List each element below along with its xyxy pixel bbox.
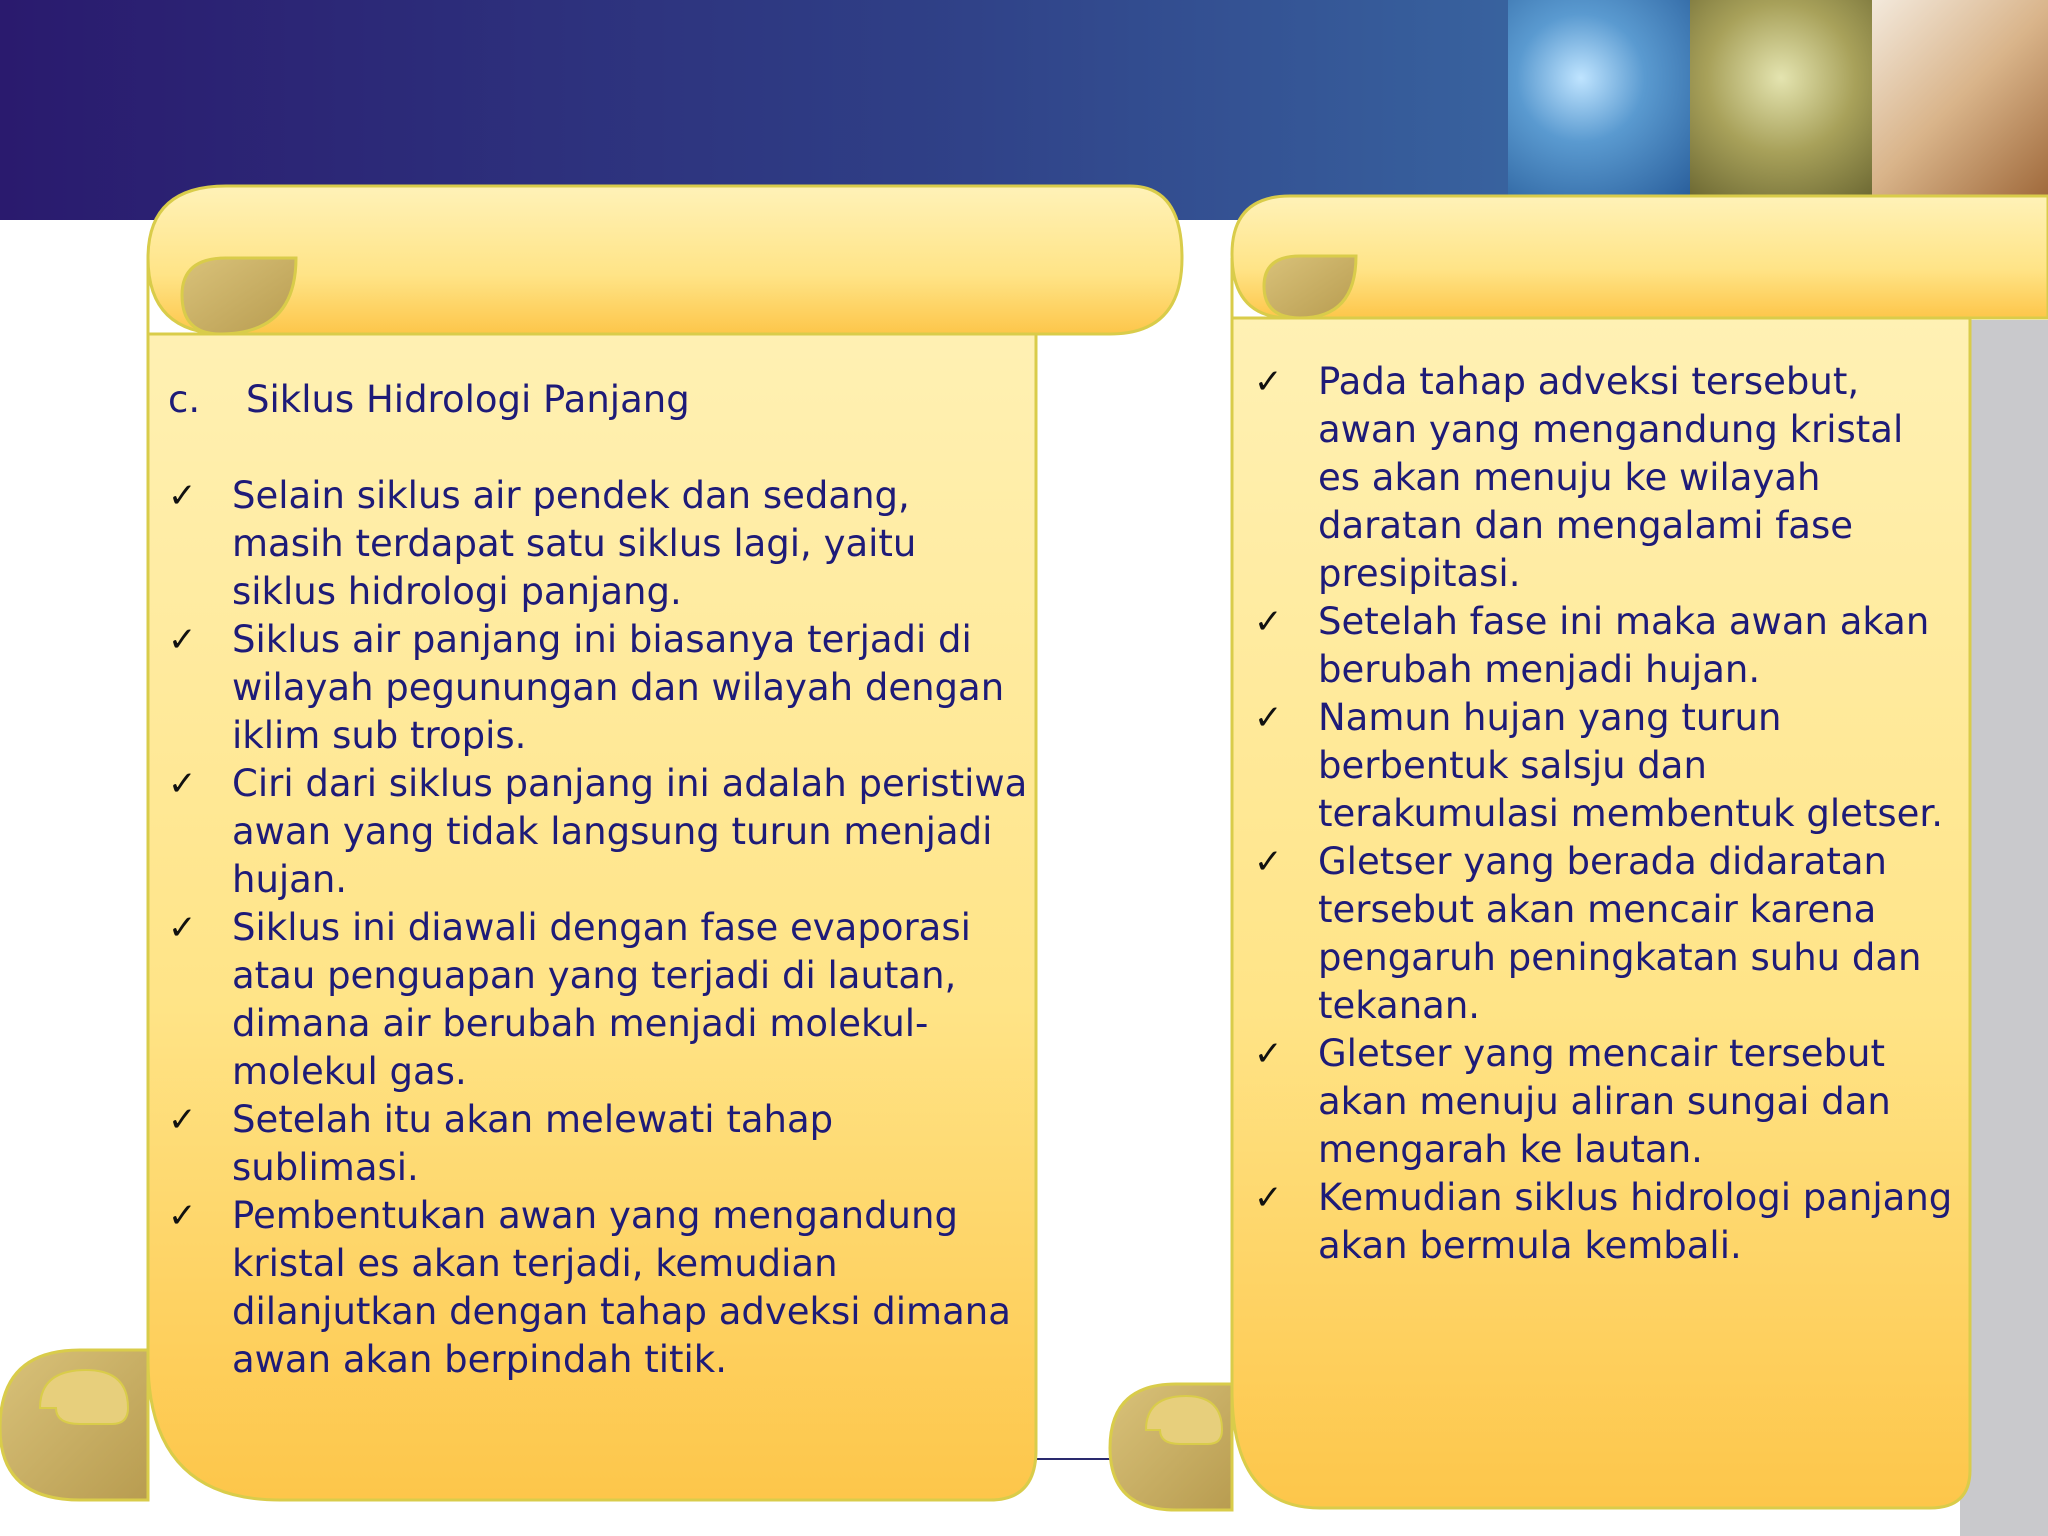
heading-title: Siklus Hidrologi Panjang — [246, 378, 690, 421]
left-checklist — [168, 472, 1028, 1384]
list-item-text: Selain siklus air pendek dan sedang, masih terdapat satu siklus lagi, yaitu siklus hidrologi panjang. — [232, 474, 917, 613]
check-icon: ✓ — [168, 620, 197, 660]
left-panel-text — [168, 376, 1028, 1384]
list-item — [168, 616, 1028, 760]
heading-letter: c. — [168, 378, 201, 421]
list-item — [1254, 1174, 1954, 1270]
list-item — [1254, 1030, 1954, 1174]
check-icon: ✓ — [1254, 602, 1283, 642]
section-heading — [168, 376, 1028, 424]
check-icon: ✓ — [168, 764, 197, 804]
check-icon: ✓ — [168, 1196, 197, 1236]
list-item-text: Setelah fase ini maka awan akan berubah menjadi hujan. — [1318, 600, 1930, 691]
list-item — [168, 1192, 1028, 1384]
list-item-text: Namun hujan yang turun berbentuk salsju dan terakumulasi membentuk gletser. — [1318, 696, 1944, 835]
right-panel-text — [1254, 358, 1954, 1270]
list-item-text: Kemudian siklus hidrologi panjang akan bermula kembali. — [1318, 1176, 1953, 1267]
check-icon: ✓ — [1254, 1034, 1283, 1074]
list-item — [1254, 598, 1954, 694]
check-icon: ✓ — [1254, 842, 1283, 882]
list-item-text: Siklus air panjang ini biasanya terjadi di wilayah pegunungan dan wilayah dengan iklim sub tropis. — [232, 618, 1005, 757]
list-item — [1254, 838, 1954, 1030]
list-item-text: Siklus ini diawali dengan fase evaporasi atau penguapan yang terjadi di lautan, dimana air berubah menjadi molekul-molekul gas. — [232, 906, 971, 1093]
list-item-text: Setelah itu akan melewati tahap sublimasi. — [232, 1098, 834, 1189]
list-item — [1254, 358, 1954, 598]
list-item — [168, 904, 1028, 1096]
list-item-text: Pada tahap adveksi tersebut, awan yang mengandung kristal es akan menuju ke wilayah daratan dan mengalami fase presipitasi. — [1318, 360, 1904, 595]
list-item — [168, 472, 1028, 616]
list-item — [1254, 694, 1954, 838]
check-icon: ✓ — [168, 476, 197, 516]
list-item — [168, 1096, 1028, 1192]
check-icon: ✓ — [1254, 698, 1283, 738]
check-icon: ✓ — [168, 1100, 197, 1140]
list-item-text: Gletser yang berada didaratan tersebut akan mencair karena pengaruh peningkatan suhu dan tekanan. — [1318, 840, 1922, 1027]
list-item-text: Gletser yang mencair tersebut akan menuju aliran sungai dan mengarah ke lautan. — [1318, 1032, 1891, 1171]
list-item-text: Ciri dari siklus panjang ini adalah peristiwa awan yang tidak langsung turun menjadi hujan. — [232, 762, 1028, 901]
list-item-text: Pembentukan awan yang mengandung kristal es akan terjadi, kemudian dilanjutkan dengan tahap adveksi dimana awan akan berpindah titik. — [232, 1194, 1011, 1381]
check-icon: ✓ — [1254, 362, 1283, 402]
right-checklist — [1254, 358, 1954, 1270]
check-icon: ✓ — [168, 908, 197, 948]
list-item — [168, 760, 1028, 904]
check-icon: ✓ — [1254, 1178, 1283, 1218]
